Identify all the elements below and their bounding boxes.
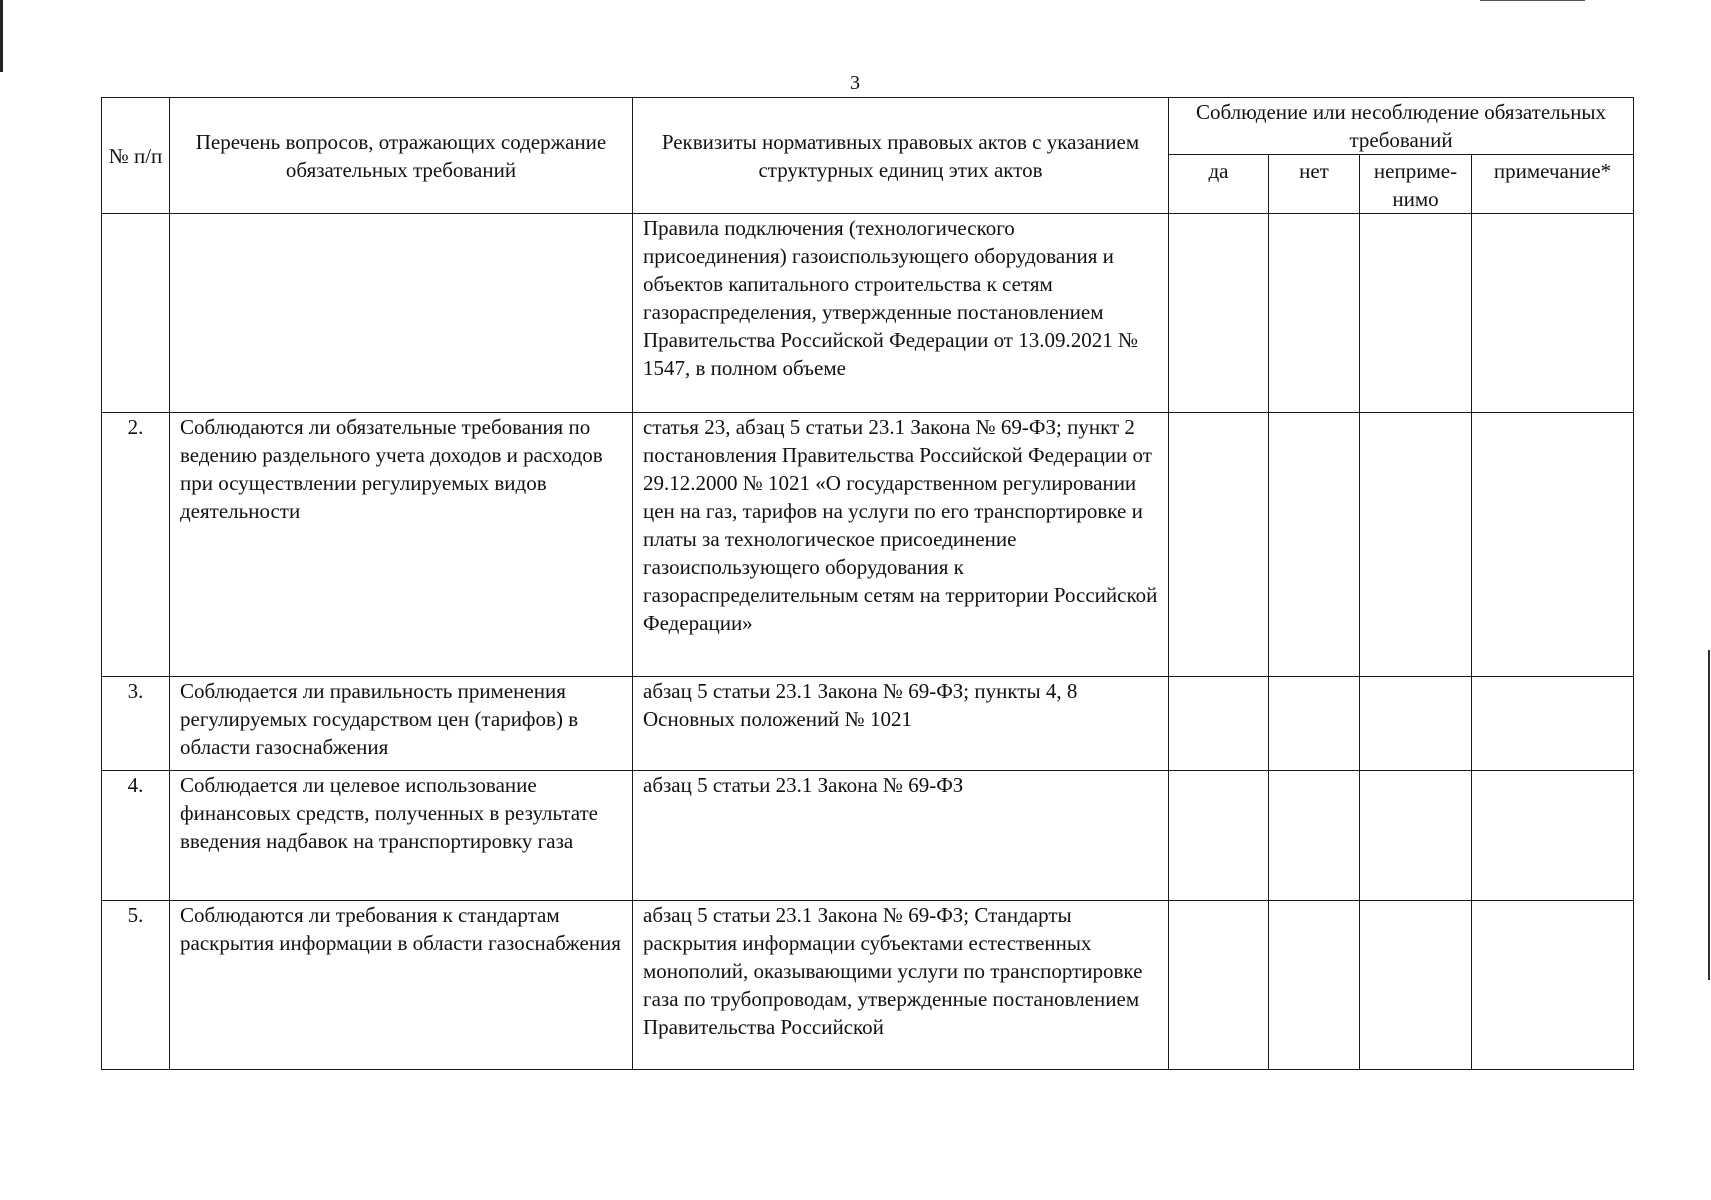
header-questions: Перечень вопросов, отражающих содержание обязательных требований	[170, 98, 633, 214]
cell-not-applicable[interactable]	[1360, 771, 1472, 901]
cell-not-applicable[interactable]	[1360, 677, 1472, 771]
header-compliance: Соблюдение или несоблюдение обязательных требований	[1169, 98, 1634, 155]
cell-yes[interactable]	[1169, 771, 1269, 901]
scan-edge-mark	[1708, 650, 1710, 980]
row-number	[102, 214, 170, 413]
cell-yes[interactable]	[1169, 413, 1269, 677]
row-question: Соблюдаются ли обязательные требования по ведению раздельного учета доходов и расходов при осуществлении регулируемых видов деятельности	[170, 413, 633, 677]
header-yes: да	[1169, 155, 1269, 214]
row-acts: статья 23, абзац 5 статьи 23.1 Закона № 69-ФЗ; пункт 2 постановления Правительства Российской Федерации от 29.12.2000 № 1021 «О государственном регулировании цен на газ, тарифов на услуги по его транспортировке и платы за технологическое присоединение газоиспользующего оборудования к газораспределительным сетям на территории Российской Федерации»	[633, 413, 1169, 677]
page-number: 3	[850, 72, 860, 94]
cell-not-applicable[interactable]	[1360, 413, 1472, 677]
table-row	[102, 677, 1634, 771]
cell-no[interactable]	[1269, 214, 1360, 413]
table-row	[102, 771, 1634, 901]
row-number: 3.	[102, 677, 170, 771]
cell-not-applicable[interactable]	[1360, 214, 1472, 413]
row-number: 2.	[102, 413, 170, 677]
row-number: 4.	[102, 771, 170, 901]
header-acts: Реквизиты нормативных правовых актов с указанием структурных единиц этих актов	[633, 98, 1169, 214]
cell-note[interactable]	[1472, 901, 1634, 1070]
cell-note[interactable]	[1472, 771, 1634, 901]
cell-yes[interactable]	[1169, 677, 1269, 771]
cell-yes[interactable]	[1169, 901, 1269, 1070]
header-number: № п/п	[102, 98, 170, 214]
table-row	[102, 901, 1634, 1070]
row-question	[170, 214, 633, 413]
header-row	[102, 98, 1634, 155]
header-not-applicable: неприме-нимо	[1360, 155, 1472, 214]
table-row	[102, 413, 1634, 677]
header-note: примечание*	[1472, 155, 1634, 214]
scan-edge-mark	[1480, 0, 1585, 1]
row-question: Соблюдается ли целевое использование финансовых средств, полученных в результате введения надбавок на транспортировку газа	[170, 771, 633, 901]
row-question: Соблюдаются ли требования к стандартам раскрытия информации в области газоснабжения	[170, 901, 633, 1070]
row-acts: абзац 5 статьи 23.1 Закона № 69-ФЗ; пункты 4, 8 Основных положений № 1021	[633, 677, 1169, 771]
row-acts: Правила подключения (технологического присоединения) газоиспользующего оборудования и объектов капитального строительства к сетям газораспределения, утвержденные постановлением Правительства Российской Федерации от 13.09.2021 № 1547, в полном объеме	[633, 214, 1169, 413]
cell-note[interactable]	[1472, 214, 1634, 413]
cell-no[interactable]	[1269, 901, 1360, 1070]
scan-edge-mark	[0, 0, 3, 72]
cell-not-applicable[interactable]	[1360, 901, 1472, 1070]
row-acts: абзац 5 статьи 23.1 Закона № 69-ФЗ	[633, 771, 1169, 901]
table-row	[102, 214, 1634, 413]
row-question: Соблюдается ли правильность применения регулируемых государством цен (тарифов) в области газоснабжения	[170, 677, 633, 771]
header-no: нет	[1269, 155, 1360, 214]
cell-yes[interactable]	[1169, 214, 1269, 413]
row-acts: абзац 5 статьи 23.1 Закона № 69-ФЗ; Стандарты раскрытия информации субъектами естественных монополий, оказывающими услуги по транспортировке газа по трубопроводам, утвержденные постановлением Правительства Российской	[633, 901, 1169, 1070]
cell-no[interactable]	[1269, 413, 1360, 677]
cell-no[interactable]	[1269, 771, 1360, 901]
checklist-table	[101, 97, 1634, 1070]
cell-note[interactable]	[1472, 677, 1634, 771]
row-number: 5.	[102, 901, 170, 1070]
cell-note[interactable]	[1472, 413, 1634, 677]
cell-no[interactable]	[1269, 677, 1360, 771]
